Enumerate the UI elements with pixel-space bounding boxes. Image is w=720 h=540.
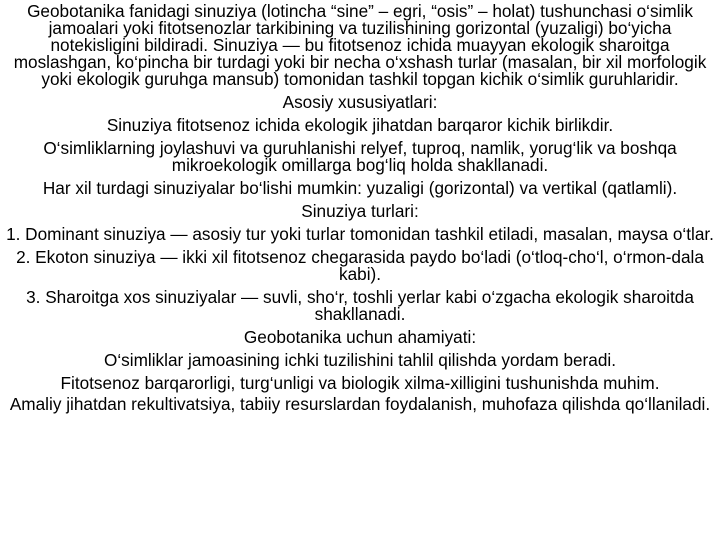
- intro-paragraph: Geobotanika fanidagi sinuziya (lotincha “sine” – egri, “osis” – holat) tushunchasi o‘simlik jamoalari yoki fitotsenozlar tarkibining va tuzilishining gorizontal (yuzaligi) bo‘yicha notekisligini bildiradi. Sinuziya — bu fitotsenoz ichida muayyan ekologik sharoitga moslashgan, ko‘pincha bir turdagi yoki bir necha o‘xshash turlar (masalan, bir xil morfologik yoki ekologik guruhga mansub) tomonidan tashkil topgan kichik o‘simlik guruhlaridir.: [13, 1, 707, 89]
- importance-item: Amaliy jihatdan rekultivatsiya, tabiiy resurslardan foydalanish, muhofaza qilishda qo‘llaniladi.: [9, 394, 711, 414]
- types-heading: Sinuziya turlari:: [301, 201, 419, 221]
- features-heading: Asosiy xususiyatlari:: [282, 92, 438, 112]
- importance-heading: Geobotanika uchun ahamiyati:: [243, 327, 477, 347]
- type-item: 3. Sharoitga xos sinuziyalar — suvli, sho‘r, toshli yerlar kabi o‘zgacha ekologik sharoitda shakllanadi.: [26, 287, 694, 324]
- importance-item: O‘simliklar jamoasining ichki tuzilishini tahlil qilishda yordam beradi.: [103, 350, 616, 370]
- feature-item: O‘simliklarning joylashuvi va guruhlanishi relyef, tuproq, namlik, yorug‘lik va boshqa mikroekologik omillarga bog‘liq holda shakllanadi.: [43, 138, 677, 175]
- type-item: 2. Ekoton sinuziya — ikki xil fitotsenoz chegarasida paydo bo‘ladi (o‘tloq-cho‘l, o‘rmon-dala kabi).: [16, 247, 704, 284]
- importance-item: Fitotsenoz barqarorligi, turg‘unligi va biologik xilma-xilligini tushunishda muhim.: [60, 373, 660, 393]
- feature-item: Har xil turdagi sinuziyalar bo‘lishi mumkin: yuzaligi (gorizontal) va vertikal (qatlamli).: [42, 178, 678, 198]
- type-item: 1. Dominant sinuziya — asosiy tur yoki turlar tomonidan tashkil etiladi, masalan, maysa o‘tlar.: [6, 224, 714, 244]
- feature-item: Sinuziya fitotsenoz ichida ekologik jihatdan barqaror kichik birlikdir.: [106, 115, 614, 135]
